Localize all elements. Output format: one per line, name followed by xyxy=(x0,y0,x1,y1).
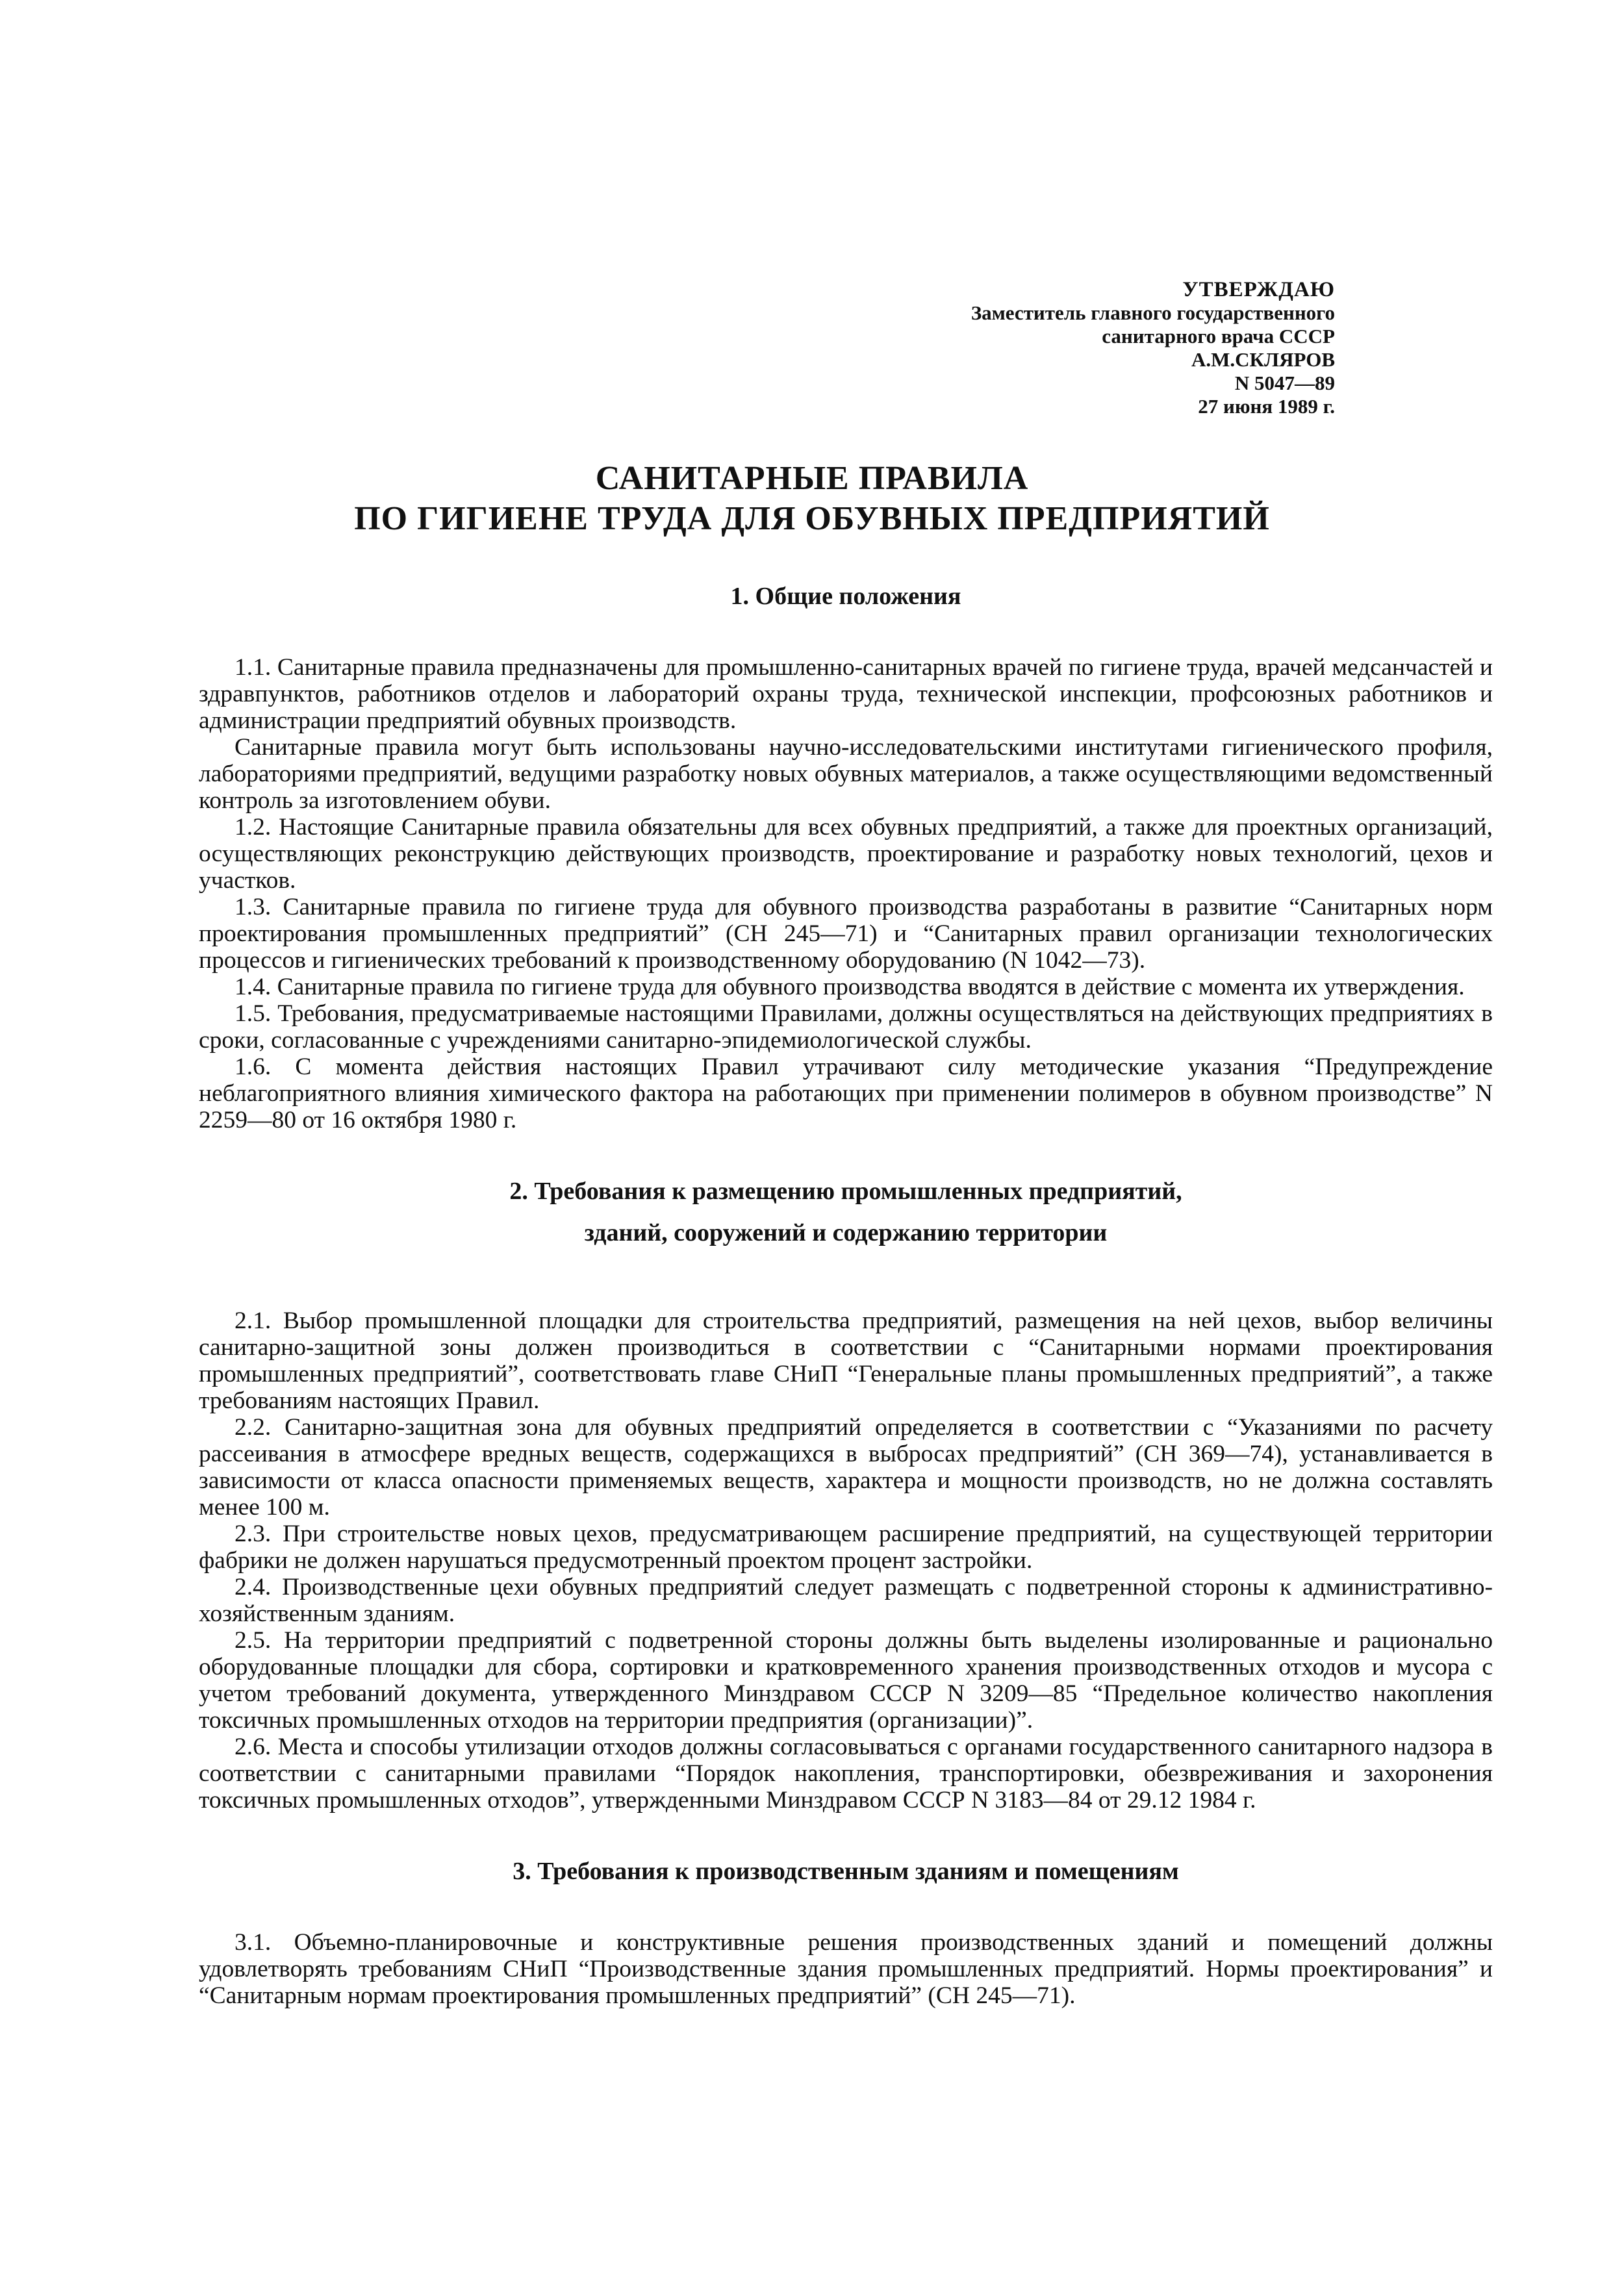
approval-block xyxy=(971,278,1335,418)
paragraph-1-1-cont: Санитарные правила могут быть использованы научно-исследовательскими институтами гигиенического профиля, лабораториями предприятий, ведущими разработку новых обувных материалов, а также осуществляющими ведомственный контроль за изготовлением обуви. xyxy=(199,734,1493,814)
section-2-heading-line2: зданий, сооружений и содержанию территории xyxy=(584,1219,1108,1246)
title-line1: САНИТАРНЫЕ ПРАВИЛА xyxy=(595,460,1029,497)
approval-number: N 5047—89 xyxy=(1234,372,1335,394)
paragraph-3-1: 3.1. Объемно-планировочные и конструктивные решения производственных зданий и помещений должны удовлетворять требованиям СНиП “Производственные здания промышленных предприятий. Нормы проектирования” и “Санитарным нормам проектирования промышленных предприятий” (СН 245—71). xyxy=(199,1929,1493,2009)
approval-date: 27 июня 1989 г. xyxy=(1198,395,1335,418)
paragraph-2-3: 2.3. При строительстве новых цехов, предусматривающем расширение предприятий, на существующей территории фабрики не должен нарушаться предусмотренный проектом процент застройки. xyxy=(199,1521,1493,1574)
document-title xyxy=(0,459,1624,539)
paragraph-1-1: 1.1. Санитарные правила предназначены для промышленно-санитарных врачей по гигиене труда, врачей медсанчастей и здравпунктов, работников отделов и лабораторий охраны труда, технической инспекции, профсоюзных работников и администрации предприятий обувных производств. xyxy=(199,654,1493,734)
paragraph-2-6: 2.6. Места и способы утилизации отходов должны согласовываться с органами государственного санитарного надзора в соответствии с санитарными правилами “Порядок накопления, транспортировки, обезвреживания и захоронения токсичных промышленных отходов”, утвержденными Минздравом СССР N 3183—84 от 29.12 1984 г. xyxy=(199,1734,1493,1813)
approval-position-line2: санитарного врача СССР xyxy=(1102,325,1335,347)
paragraph-2-4: 2.4. Производственные цехи обувных предприятий следует размещать с подветренной стороны к административно-хозяйственным зданиям. xyxy=(199,1574,1493,1627)
approval-signer-name: А.М.СКЛЯРОВ xyxy=(1191,348,1335,371)
paragraph-1-5: 1.5. Требования, предусматриваемые настоящими Правилами, должны осуществляться на действующих предприятиях в сроки, согласованные с учреждениями санитарно-эпидемиологической службы. xyxy=(199,1000,1493,1054)
paragraph-2-2: 2.2. Санитарно-защитная зона для обувных предприятий определяется в соответствии с “Указаниями по расчету рассеивания в атмосфере вредных веществ, содержащихся в выбросах предприятий” (СН 369—74), устанавливается в зависимости от класса опасности применяемых веществ, характера и мощности производств, но не должна составлять менее 100 м. xyxy=(199,1414,1493,1521)
paragraph-1-4: 1.4. Санитарные правила по гигиене труда для обувного производства вводятся в действие с момента их утверждения. xyxy=(235,974,1465,1000)
paragraph-1-3: 1.3. Санитарные правила по гигиене труда для обувного производства разработаны в развитие “Санитарных норм проектирования промышленных предприятий” (СН 245—71) и “Санитарных правил организации технологических процессов и гигиенических требований к производственному оборудованию (N 1042—73). xyxy=(199,894,1493,974)
document-body xyxy=(199,581,1493,2009)
title-line2: ПО ГИГИЕНЕ ТРУДА ДЛЯ ОБУВНЫХ ПРЕДПРИЯТИЙ xyxy=(354,500,1270,537)
paragraph-2-5: 2.5. На территории предприятий с подветренной стороны должны быть выделены изолированные и рационально оборудованные площадки для сбора, сортировки и кратковременного хранения производственных отходов и мусора с учетом требований документа, утвержденного Минздравом СССР N 3209—85 “Предельное количество накопления токсичных промышленных отходов на территории предприятия (организации)”. xyxy=(199,1627,1493,1734)
section-1-heading: 1. Общие положения xyxy=(730,583,961,610)
section-2-heading-line1: 2. Требования к размещению промышленных предприятий, xyxy=(509,1178,1182,1205)
paragraph-2-1: 2.1. Выбор промышленной площадки для строительства предприятий, размещения на ней цехов, выбор величины санитарно-защитной зоны должен производиться в соответствии с “Санитарными нормами проектирования промышленных предприятий”, соответствовать главе СНиП “Генеральные планы промышленных предприятий”, а также требованиям настоящих Правил. xyxy=(199,1308,1493,1414)
approval-heading: УТВЕРЖДАЮ xyxy=(1182,278,1335,301)
approval-position-line1: Заместитель главного государственного xyxy=(971,301,1335,324)
paragraph-1-6: 1.6. С момента действия настоящих Правил утрачивают силу методические указания “Предупреждение неблагоприятного влияния химического фактора на работающих при применении полимеров в обувном производстве” N 2259—80 от 16 октября 1980 г. xyxy=(199,1054,1493,1133)
paragraph-1-2: 1.2. Настоящие Санитарные правила обязательны для всех обувных предприятий, а также для проектных организаций, осуществляющих реконструкцию действующих производств, проектирование и разработку новых технологий, цехов и участков. xyxy=(199,814,1493,894)
section-3-heading: 3. Требования к производственным зданиям и помещениям xyxy=(513,1858,1179,1885)
